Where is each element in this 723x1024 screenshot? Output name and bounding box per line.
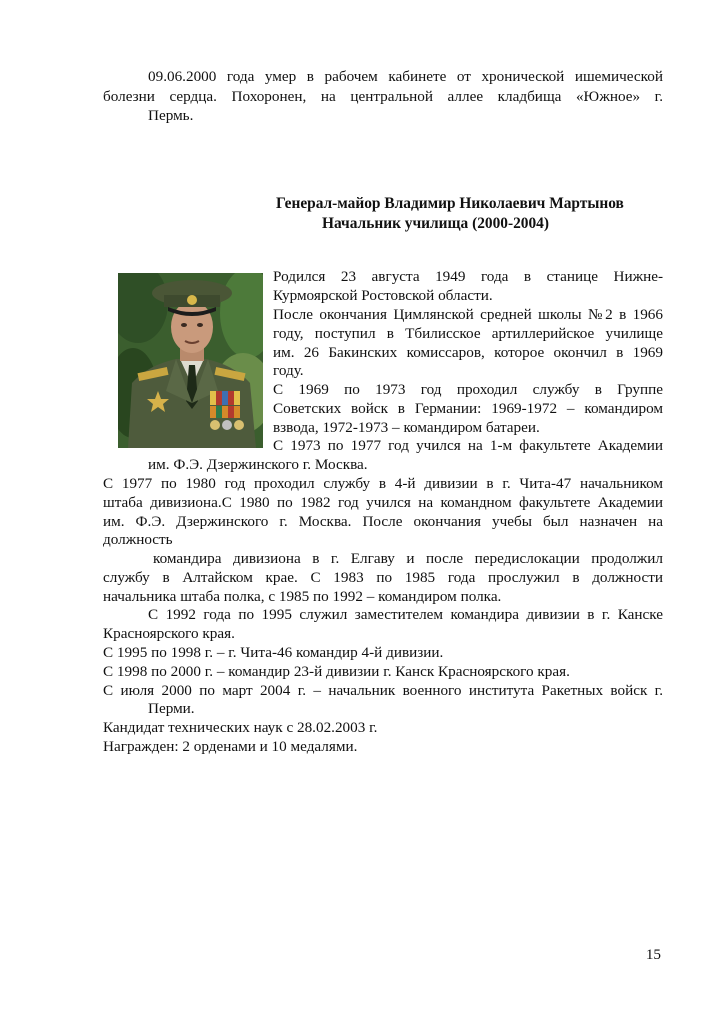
bio-line: С июля 2000 по март 2004 г. – начальник военного института Ракетных войск г.	[103, 682, 663, 699]
bio-line: командира дивизиона в г. Елгаву и после передислокации продолжил	[153, 550, 663, 567]
bio-line: службу в Алтайском крае. С 1983 по 1985 года прослужил в должности	[103, 569, 663, 586]
bio-line: С 1969 по 1973 год проходил службу в Группе	[273, 381, 663, 398]
bio-line: Красноярского края.	[103, 625, 235, 642]
bio-line: Курмоярской Ростовской области.	[273, 287, 493, 304]
biography-title: Генерал-майор Владимир Николаевич Мартынов	[276, 195, 624, 212]
page-number: 15	[645, 946, 661, 963]
bio-line: году.	[273, 362, 304, 379]
bio-line: начальника штаба полка, с 1985 по 1992 – командиром полка.	[103, 588, 502, 605]
intro-line-1: 09.06.2000 года умер в рабочем кабинете от хронической ишемической	[148, 68, 663, 85]
bio-line: Кандидат технических наук с 28.02.2003 г.	[103, 719, 378, 736]
bio-line: взвода, 1972-1973 – командиром батареи.	[273, 419, 540, 436]
bio-line: Перми.	[148, 700, 195, 717]
bio-line: Родился 23 августа 1949 года в станице Нижне-	[273, 268, 663, 285]
bio-line: им. Ф.Э. Дзержинского г. Москва. После окончания учебы был назначен на	[103, 513, 663, 530]
bio-line: году, поступил в Тбилисское артиллерийское училище	[273, 325, 663, 342]
bio-line: Советских войск в Германии: 1969-1972 – командиром	[273, 400, 663, 417]
bio-line: С 1998 по 2000 г. – командир 23-й дивизии г. Канск Красноярского края.	[103, 663, 570, 680]
bio-line: С 1992 года по 1995 служил заместителем командира дивизии в г. Канске	[148, 606, 663, 623]
bio-line: После окончания Цимлянской средней школы №2 в 1966	[273, 306, 663, 323]
bio-line: им. Ф.Э. Дзержинского г. Москва.	[148, 456, 368, 473]
bio-line: С 1973 по 1977 год учился на 1-м факультете Академии	[273, 437, 663, 454]
bio-line: им. 26 Бакинских комиссаров, которое окончил в 1969	[273, 344, 663, 361]
bio-line: С 1995 по 1998 г. – г. Чита-46 командир 4-й дивизии.	[103, 644, 444, 661]
bio-line: штаба дивизиона.С 1980 по 1982 год учился на командном факультете Академии	[103, 494, 663, 511]
portrait-photo	[118, 273, 263, 448]
bio-line: Награжден: 2 орденами и 10 медалями.	[103, 738, 358, 755]
biography-subtitle: Начальник училища (2000-2004)	[322, 215, 550, 232]
bio-line: должность	[103, 531, 173, 548]
intro-line-2: болезни сердца. Похоронен, на центральной аллее кладбища «Южное» г.	[103, 88, 663, 105]
intro-line-3: Пермь.	[148, 107, 194, 124]
bio-line: С 1977 по 1980 год проходил службу в 4-й дивизии в г. Чита-47 начальником	[103, 475, 663, 492]
